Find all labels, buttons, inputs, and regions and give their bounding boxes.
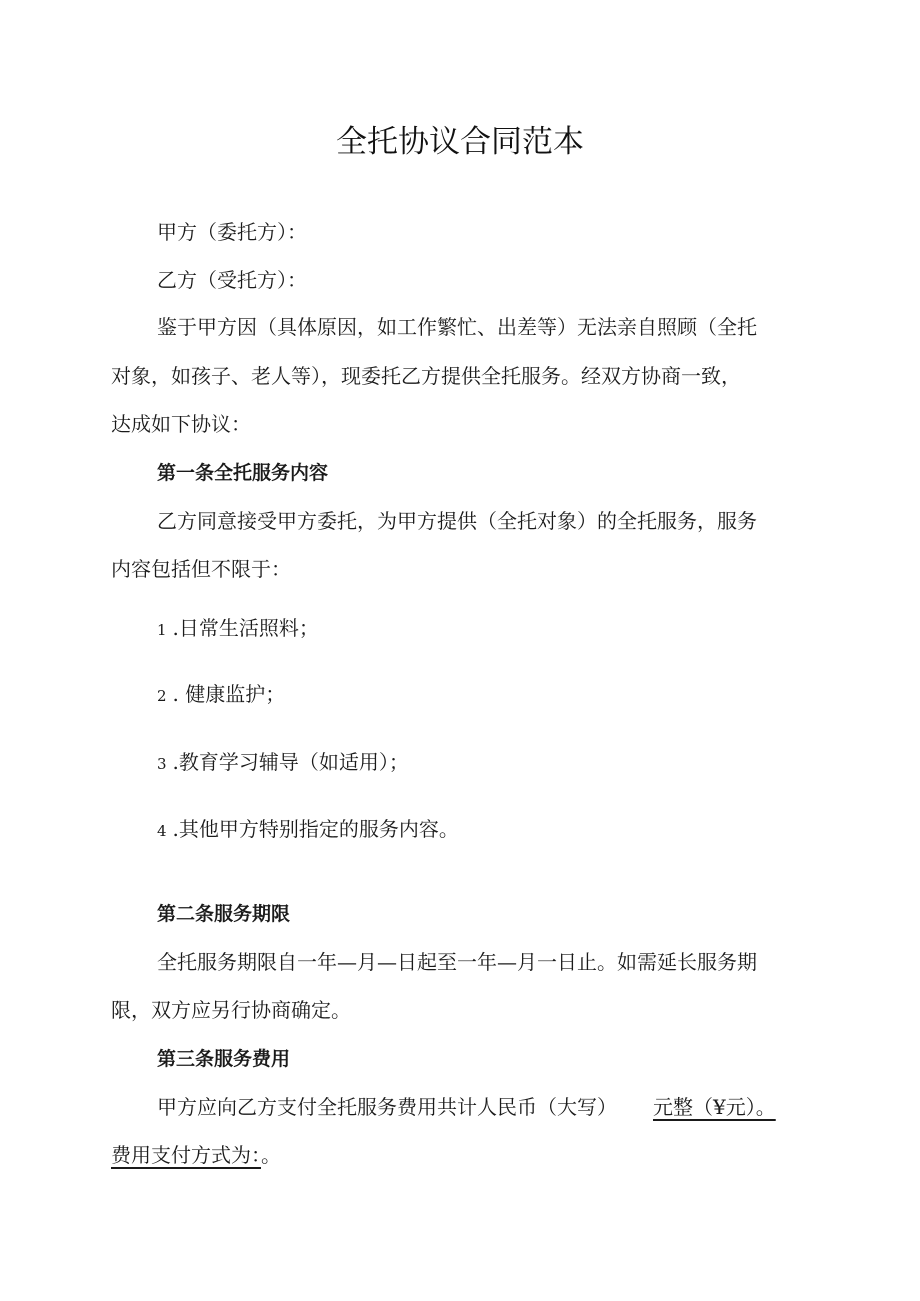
party-b-line: 乙方（受托方）： — [157, 268, 307, 292]
list-item-number: 1 — [157, 621, 167, 639]
fee-amount-blank: 元整（¥元）。 — [653, 1095, 776, 1119]
list-item-text: .日常生活照料； — [172, 616, 319, 640]
intro-line-2: 对象，如孩子、老人等），现委托乙方提供全托服务。经双方协商一致， — [111, 364, 741, 388]
list-item-number: 4 — [157, 822, 167, 840]
list-item-text: .其他甲方特别指定的服务内容。 — [172, 817, 459, 841]
list-item-number: 3 — [157, 755, 167, 773]
article-2-text-1: 全托服务期限自一年—月—日起至一年—月一日止。如需延长服务期 — [157, 950, 757, 974]
list-item — [157, 815, 459, 845]
list-item-text: . 健康监护； — [172, 682, 286, 706]
article-3-heading: 第三条服务费用 — [157, 1048, 291, 1070]
article-3-text-2 — [111, 1141, 281, 1169]
payment-method-end: 。 — [261, 1143, 281, 1167]
article-2-text-2: 限，双方应另行协商确定。 — [111, 998, 351, 1022]
article-2-heading: 第二条服务期限 — [157, 903, 291, 925]
list-item — [157, 680, 285, 710]
fee-text: 甲方应向乙方支付全托服务费用共计人民币（大写） — [157, 1095, 617, 1119]
list-item-text: .教育学习辅导（如适用）； — [172, 750, 409, 774]
party-a-line: 甲方（委托方）： — [157, 220, 307, 244]
intro-line-1: 鉴于甲方因（具体原因，如工作繁忙、出差等）无法亲自照顾（全托 — [157, 315, 757, 339]
intro-line-3: 达成如下协议： — [111, 412, 251, 436]
article-3-text-1 — [157, 1093, 776, 1121]
article-1-text-1: 乙方同意接受甲方委托，为甲方提供（全托对象）的全托服务，服务 — [157, 509, 757, 533]
list-item — [157, 748, 409, 778]
document-title: 全托协议合同范本 — [336, 124, 584, 160]
article-1-heading: 第一条全托服务内容 — [157, 462, 329, 484]
article-1-text-2: 内容包括但不限于： — [111, 557, 291, 581]
list-item-number: 2 — [157, 687, 167, 705]
list-item — [157, 614, 319, 644]
payment-method-blank: 费用支付方式为： — [111, 1143, 261, 1167]
